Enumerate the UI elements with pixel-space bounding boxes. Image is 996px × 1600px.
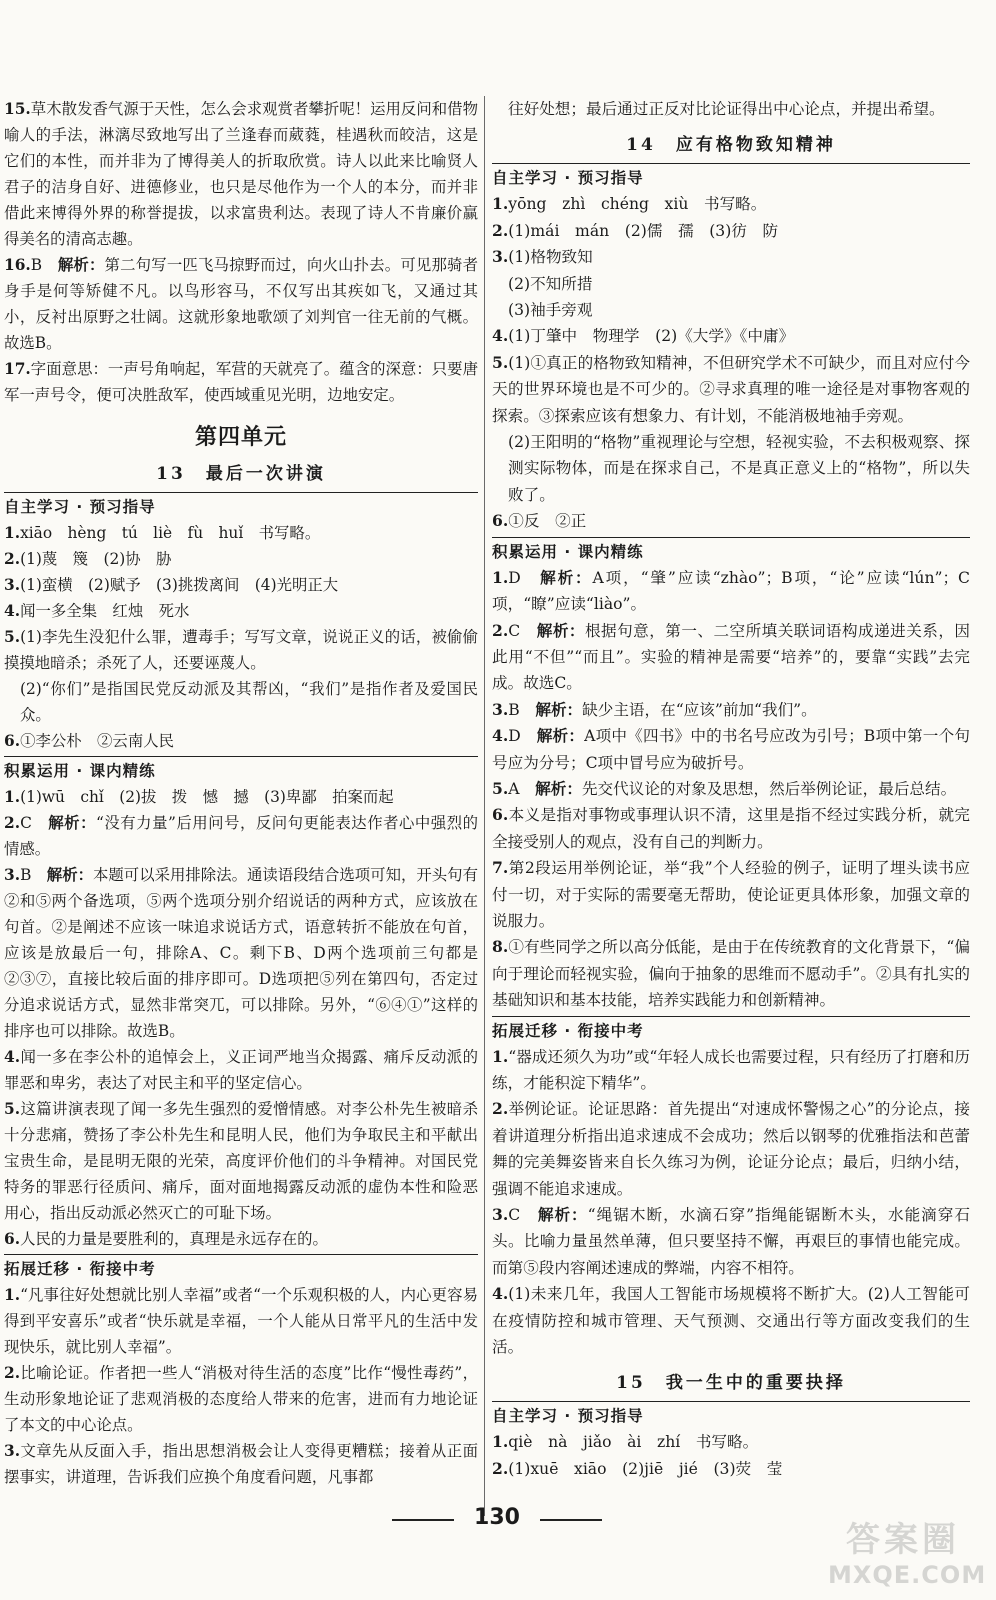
watermark-url: MXQE.COM bbox=[828, 1561, 987, 1589]
item-number: 2. bbox=[4, 1364, 21, 1382]
answer-item bbox=[4, 1096, 478, 1226]
item-text: ①李公朴 ②云南人民 bbox=[20, 732, 174, 750]
answer-item bbox=[492, 802, 970, 855]
item-number: 4. bbox=[492, 326, 509, 346]
item-text: (1)wū chǐ (2)拔 拨 憾 撼 (3)卑鄙 拍案而起 bbox=[20, 788, 394, 806]
analysis-text: 本题可以采用排除法。通读语段结合选项可知，开头句有②和⑤两个备选项，⑤两个选项分别介绍说话的两种方式，应该放在句首。②是阐述不应该一味追求说话方式，语意转折不能放在句首，应该是放最后一句，排除A、C。剩下B、D两个选项前三句都是②③⑦，直接比较后面的排序即可。D选项把⑤列在第四句，否定过分追求说话方式，显然非常突兀，可以排除。另外，“⑥④①”这样的排序也可以排除。故选B。 bbox=[4, 866, 478, 1040]
analysis-label: 解析： bbox=[537, 1205, 588, 1225]
item-text: ①反 ②正 bbox=[508, 512, 587, 531]
item-number: 3. bbox=[4, 866, 21, 884]
item-text: (1)格物致知 bbox=[508, 248, 593, 267]
item-text: 比喻论证。作者把一些人“消极对待生活的态度”比作“慢性毒药”，生动形象地论证了悲观消极的态度给人带来的危害，进而有力地论证了本文的中心论点。 bbox=[4, 1364, 478, 1434]
item-number: 5. bbox=[492, 778, 509, 798]
analysis-label: 解析： bbox=[57, 256, 105, 274]
answer-item bbox=[4, 356, 478, 408]
answer-item bbox=[4, 252, 478, 356]
analysis-label: 解析： bbox=[46, 866, 93, 884]
item-number: 2. bbox=[4, 550, 21, 568]
item-number: 1. bbox=[492, 1046, 509, 1066]
answer-item bbox=[4, 520, 478, 546]
item-text: B bbox=[30, 256, 58, 274]
item-text: (2)不知所措 bbox=[508, 274, 593, 293]
analysis-label: 解析： bbox=[536, 620, 585, 640]
analysis-label: 解析： bbox=[535, 778, 582, 798]
item-number: 2. bbox=[492, 1099, 509, 1119]
item-number: 15. bbox=[4, 100, 31, 118]
analysis-text: 第二句写一匹飞马掠野而过，向火山扑去。可见那骑者身手是何等矫健不凡。以鸟形容马，不仅写出其疾如飞，又通过其小，反衬出原野之壮阔。这就形象地歌颂了刘判官一往无前的气概。故选B。 bbox=[4, 256, 478, 352]
analysis-label: 解析： bbox=[535, 699, 583, 719]
item-text: B bbox=[508, 700, 536, 719]
item-text: (1)丁肇中 物理学 (2)《大学》《中庸》 bbox=[508, 327, 795, 346]
item-number: 2. bbox=[492, 220, 509, 240]
answer-item bbox=[492, 191, 970, 217]
lesson-title: 13 最后一次讲演 bbox=[156, 464, 326, 484]
item-number: 3. bbox=[492, 247, 509, 267]
item-text: yōng zhì chéng xiù 书写略。 bbox=[508, 195, 767, 214]
answer-item bbox=[4, 1282, 478, 1360]
answer-item bbox=[4, 96, 478, 252]
item-number: 1. bbox=[492, 567, 509, 587]
item-text: xiāo hèng tú liè fù huǐ 书写略。 bbox=[20, 524, 321, 542]
item-text: 举例论证。论证思路：首先提出“对速成怀警惕之心”的分论点，接着讲道理分析指出追求速成不会成功；然后以钢琴的优雅指法和芭蕾舞的完美舞姿皆来自长久练习为例，论证分论点；最后，归纳小结，强调不能追求速成。 bbox=[492, 1100, 970, 1198]
answer-item bbox=[4, 546, 478, 572]
item-text: (1)李先生没犯什么罪，遭毒手；写写文章，说说正义的话，被偷偷摸摸地暗杀；杀死了人，还要诬蔑人。 bbox=[4, 628, 478, 672]
item-text: (1)蛮横 (2)赋予 (3)挑拨离间 (4)光明正大 bbox=[20, 576, 339, 594]
item-text: (1)mái mán (2)儒 孺 (3)彷 防 bbox=[508, 221, 779, 240]
analysis-text: 缺少主语，在“应该”前加“我们”。 bbox=[582, 700, 817, 719]
answer-item bbox=[492, 1281, 970, 1360]
item-text: 闻一多在李公朴的追悼会上，义正词严地当众揭露、痛斥反动派的罪恶和卑劣，表达了对民主和平的坚定信心。 bbox=[4, 1048, 478, 1092]
item-text: C bbox=[508, 621, 537, 640]
item-text: (2)王阳明的“格物”重视理论与空想，轻视实验，不去积极观察、探测实际物体，而是在探求自己，不是真正意义上的“格物”，所以失败了。 bbox=[508, 433, 970, 504]
answer-item bbox=[492, 297, 970, 323]
item-text: (2)“你们”是指国民党反动派及其帮凶，“我们”是指作者及爱国民众。 bbox=[20, 680, 478, 724]
item-number: 2. bbox=[492, 1458, 509, 1478]
answer-item bbox=[4, 728, 478, 754]
answer-item bbox=[492, 271, 970, 297]
item-number: 4. bbox=[4, 602, 21, 620]
item-number: 5. bbox=[4, 1100, 21, 1118]
left-column bbox=[4, 96, 478, 1490]
answer-item bbox=[492, 618, 970, 697]
item-text: 草木散发香气源于天性，怎么会求观赏者攀折呢！运用反问和借物喻人的手法，淋漓尽致地写出了兰逢春而葳蕤，桂遇秋而皎洁，这是它们的本性，而并非为了博得美人的折取欣赏。诗人以此来比喻贤人君子的洁身自好、进德修业，也只是尽他作为一个人的本分，而并非借此来博得外界的称誉提拔，以求富贵利达。表现了诗人不肯廉价赢得美名的清高志趣。 bbox=[4, 100, 478, 248]
item-text: 往好处想；最后通过正反对比论证得出中心论点，并提出希望。 bbox=[508, 100, 945, 118]
item-number: 4. bbox=[492, 1284, 509, 1304]
item-number: 4. bbox=[492, 726, 509, 746]
answer-item bbox=[492, 697, 970, 723]
item-text: 字面意思：一声号角响起，军营的天就亮了。蕴含的深意：只要唐军一声号令，便可决胜敌军，使西域重见光明，边地安定。 bbox=[4, 360, 478, 404]
item-text: 文章先从反面入手，指出思想消极会让人变得更糟糕；接着从正面摆事实，讲道理，告诉我们应换个角度看问题，凡事都 bbox=[4, 1442, 478, 1486]
item-number: 7. bbox=[492, 858, 509, 878]
analysis-text: 先交代议论的对象及思想，然后举例论证，最后总结。 bbox=[581, 779, 957, 798]
section-heading: 积累运用 · 课内精练 bbox=[492, 537, 970, 565]
footer-rule-left bbox=[392, 1519, 454, 1521]
answer-item bbox=[492, 723, 970, 776]
item-text: B bbox=[20, 866, 47, 884]
column-divider bbox=[484, 96, 485, 1516]
section-heading: 积累运用 · 课内精练 bbox=[4, 756, 478, 784]
answer-item bbox=[492, 1202, 970, 1281]
section-heading: 自主学习 · 预习指导 bbox=[492, 1401, 970, 1429]
item-text: (1)未来几年，我国人工智能市场规模将不断扩大。(2)人工智能可在疫情防控和城市管理、天气预测、交通出行等方面改变我们的生活。 bbox=[492, 1285, 970, 1357]
section-heading: 拓展迁移 · 衔接中考 bbox=[492, 1016, 970, 1044]
analysis-text: A项，“肇”应读“zhào”；B项，“论”应读“lún”；C项，“瞭”应读“liào”。 bbox=[492, 568, 970, 614]
analysis-label: 解析： bbox=[48, 814, 96, 832]
answer-item bbox=[492, 323, 970, 349]
analysis-text: “没有力量”后用问号，反问句更能表达作者心中强烈的情感。 bbox=[4, 814, 478, 858]
analysis-text: “绳锯木断，水滴石穿”指绳能锯断木头，水能滴穿石头。比喻力量虽然单薄，但只要坚持不懈，再艰巨的事情也能完成。而第⑤段内容阐述速成的弊端，内容不相符。 bbox=[492, 1206, 970, 1277]
section-heading: 拓展迁移 · 衔接中考 bbox=[4, 1254, 478, 1282]
answer-item bbox=[492, 1096, 970, 1202]
analysis-text: 根据句意，第一、二空所填关联词语构成递进关系，因此用“不但”“而且”。实验的精神是需要“培养”的，要靠“实践”去完成。故选C。 bbox=[492, 621, 970, 693]
item-text: C bbox=[20, 814, 49, 832]
item-number: 2. bbox=[492, 620, 509, 640]
answer-item bbox=[4, 862, 478, 1044]
item-number: 1. bbox=[4, 788, 21, 806]
item-number: 16. bbox=[4, 256, 31, 274]
item-number: 8. bbox=[492, 937, 509, 957]
section-heading: 自主学习 · 预习指导 bbox=[492, 163, 970, 191]
item-number: 5. bbox=[492, 352, 509, 372]
item-text: D bbox=[508, 568, 541, 587]
analysis-label: 解析： bbox=[540, 567, 593, 587]
item-number: 1. bbox=[4, 1286, 21, 1304]
answer-item bbox=[492, 776, 970, 802]
item-number: 3. bbox=[4, 576, 21, 594]
unit-title: 第四单元 bbox=[194, 425, 287, 450]
item-number: 17. bbox=[4, 360, 31, 378]
lesson-title: 15 我一生中的重要抉择 bbox=[616, 1373, 846, 1394]
right-column bbox=[492, 96, 970, 1482]
answer-item bbox=[492, 934, 970, 1013]
answer-item bbox=[4, 572, 478, 598]
item-number: 4. bbox=[4, 1048, 21, 1066]
answer-item bbox=[4, 1044, 478, 1096]
item-text: “器成还须久为功”或“年轻人成长也需要过程，只有经历了打磨和历练，才能积淀下精华”。 bbox=[492, 1047, 970, 1092]
footer-rule-right bbox=[540, 1519, 602, 1521]
item-text: D bbox=[508, 727, 537, 746]
answer-item bbox=[492, 429, 970, 508]
item-number: 6. bbox=[4, 732, 21, 750]
answer-item bbox=[4, 784, 478, 810]
answer-item bbox=[492, 508, 970, 534]
item-number: 6. bbox=[492, 511, 509, 531]
analysis-text: A项中《四书》中的书名号应改为引号；B项中第一个句号应为分号；C项中冒号应为破折号。 bbox=[492, 727, 970, 772]
item-text: ①有些同学之所以高分低能，是由于在传统教育的文化背景下，“偏向于理论而轻视实验，偏向于抽象的思维而不愿动手”。②具有扎实的基础知识和基本技能，培养实践能力和创新精神。 bbox=[492, 938, 970, 1010]
answer-item bbox=[4, 676, 478, 728]
lesson-title: 14 应有格物致知精神 bbox=[626, 135, 836, 156]
item-text: (3)袖手旁观 bbox=[508, 301, 593, 320]
answer-item bbox=[492, 1456, 970, 1482]
watermark-text: 答案圈 bbox=[846, 1520, 960, 1560]
item-number: 1. bbox=[4, 524, 21, 542]
answer-item bbox=[492, 1429, 970, 1455]
item-number: 3. bbox=[492, 699, 509, 719]
analysis-label: 解析： bbox=[536, 726, 585, 746]
item-number: 2. bbox=[4, 814, 21, 832]
item-text: 第2段运用举例论证，举“我”个人经验的例子，证明了埋头读书应付一切，对于实际的需要毫无帮助，使论证更具体形象，加强文章的说服力。 bbox=[492, 859, 970, 930]
answer-item bbox=[492, 855, 970, 934]
item-text: 人民的力量是要胜利的，真理是永远存在的。 bbox=[20, 1230, 328, 1248]
item-text: (1)xuē xiāo (2)jiē jié (3)荧 莹 bbox=[508, 1459, 783, 1478]
answer-item bbox=[492, 1044, 970, 1097]
answer-item bbox=[492, 565, 970, 618]
item-number: 5. bbox=[4, 628, 21, 646]
item-number: 6. bbox=[4, 1230, 21, 1248]
item-text: “凡事往好处想就比别人幸福”或者“一个乐观积极的人，内心更容易得到平安喜乐”或者“快乐就是幸福，一个人能从日常平凡的生活中发现快乐，就比别人幸福”。 bbox=[4, 1286, 478, 1356]
item-text: qiè nà jiǎo ài zhí 书写略。 bbox=[508, 1433, 759, 1452]
item-number: 1. bbox=[492, 1432, 509, 1452]
item-text: (1)①真正的格物致知精神，不但研究学术不可缺少，而且对应付今天的世界环境也是不可少的。②寻求真理的唯一途径是对事物客观的探索。③探索应该有想象力、有计划，不能消极地袖手旁观。 bbox=[492, 353, 970, 425]
page-number: 130 bbox=[474, 1505, 520, 1530]
answer-item bbox=[492, 244, 970, 270]
item-number: 1. bbox=[492, 194, 509, 214]
section-heading: 自主学习 · 预习指导 bbox=[4, 492, 478, 520]
answer-item bbox=[492, 96, 970, 122]
item-text: C bbox=[508, 1206, 538, 1225]
answer-item bbox=[4, 598, 478, 624]
answer-item bbox=[492, 218, 970, 244]
watermark-logo bbox=[828, 1512, 987, 1592]
item-text: 闻一多全集 红烛 死水 bbox=[20, 602, 190, 620]
answer-item bbox=[4, 1360, 478, 1438]
answer-item bbox=[4, 624, 478, 676]
item-number: 3. bbox=[492, 1205, 509, 1225]
answer-item bbox=[4, 1226, 478, 1252]
answer-item bbox=[4, 810, 478, 862]
answer-item bbox=[4, 1438, 478, 1490]
item-text: 这篇讲演表现了闻一多先生强烈的爱憎情感。对李公朴先生被暗杀十分悲痛，赞扬了李公朴先生和昆明人民，他们为争取民主和平献出宝贵生命，是昆明无限的光荣，高度评价他们的斗争精神。对国民党特务的罪恶行径质问、痛斥，面对面地揭露反动派的虚伪本性和险恶用心，指出反动派必然灭亡的可耻下场。 bbox=[4, 1100, 478, 1222]
item-text: A bbox=[508, 779, 536, 798]
item-text: 本义是指对事物或事理认识不清，这里是指不经过实践分析，就完全接受别人的观点，没有自己的判断力。 bbox=[492, 806, 970, 851]
answer-item bbox=[492, 350, 970, 429]
item-number: 3. bbox=[4, 1442, 21, 1460]
item-text: (1)蔑 篾 (2)协 胁 bbox=[20, 550, 172, 568]
item-number: 6. bbox=[492, 805, 509, 825]
